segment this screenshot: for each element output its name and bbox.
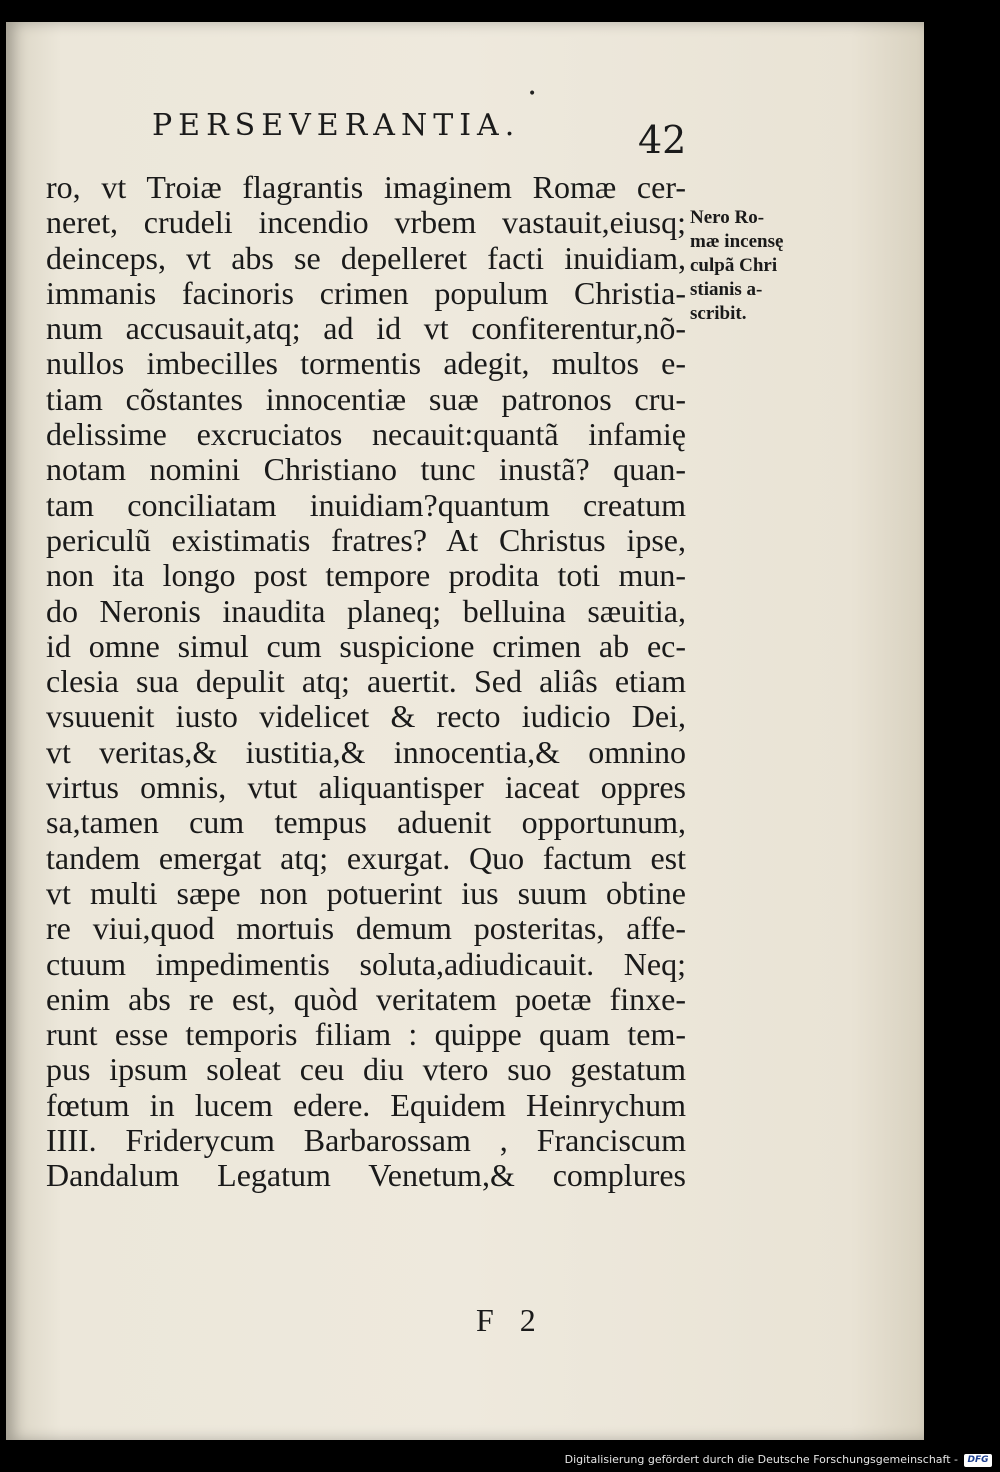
text-line: Dandalum Legatum Venetum,& complures xyxy=(46,1158,686,1194)
text-line: enim abs re est, quòd veritatem poetæ finxe- xyxy=(46,981,686,1017)
text-line: periculũ existimatis fratres? At Christus ipse, xyxy=(46,522,686,558)
text-line: neret, crudeli incendio vrbem vastauit,eiusq; xyxy=(46,205,686,241)
marginal-note-line: mæ incensę xyxy=(690,231,784,252)
text-line: fœtum in lucem edere. Equidem Heinrychum xyxy=(46,1087,686,1123)
text-line: deinceps, vt abs se depelleret facti inuidiam, xyxy=(46,240,686,276)
page-number: 42 xyxy=(638,118,687,162)
text-line: nullos imbecilles tormentis adegit, multos e- xyxy=(46,346,686,382)
text-line: ctuum impedimentis soluta,adiudicauit. Neq; xyxy=(46,946,686,982)
text-line: immanis facinoris crimen populum Christia- xyxy=(46,275,686,311)
text-line: pus ipsum soleat ceu diu vtero suo gestatum xyxy=(46,1052,686,1088)
digitization-credit: Digitalisierung gefördert durch die Deutsche Forschungsgemeinschaft - xyxy=(564,1453,958,1466)
text-line: vt multi sæpe non potuerint ius suum obtine xyxy=(46,875,686,911)
marginal-note xyxy=(690,206,824,326)
dfg-logo-icon: DFG xyxy=(964,1454,992,1467)
text-line: sa,tamen cum tempus aduenit opportunum, xyxy=(46,805,686,841)
marginal-note-line: stianis a- xyxy=(690,279,763,300)
text-line: tam conciliatam inuidiam?quantum creatum xyxy=(46,487,686,523)
text-line: num accusauit,atq; ad id vt confiterentur,nõ- xyxy=(46,311,686,347)
text-line: ro, vt Troiæ flagrantis imaginem Romæ cer- xyxy=(46,170,686,205)
text-line: tandem emergat atq; exurgat. Quo factum est xyxy=(46,840,686,876)
text-line: vt veritas,& iustitia,& innocentia,& omnino xyxy=(46,734,686,770)
book-page xyxy=(6,22,924,1440)
marginal-note-line: scribit. xyxy=(690,303,747,324)
running-head: PERSEVERANTIA. xyxy=(152,108,521,143)
text-line: vsuuenit iusto videlicet & recto iudicio Dei, xyxy=(46,699,686,735)
signature-mark: F 2 xyxy=(476,1302,536,1338)
body-text xyxy=(46,170,686,1194)
text-line: non ita longo post tempore prodita toti mun- xyxy=(46,558,686,594)
spine-mark: • xyxy=(528,86,537,102)
text-line: tiam cõstantes innocentiæ suæ patronos cru- xyxy=(46,381,686,417)
text-line: do Neronis inaudita planeq; belluina sæuitia, xyxy=(46,593,686,629)
text-line: id omne simul cum suspicione crimen ab ec- xyxy=(46,628,686,664)
text-line: notam nomini Christiano tunc inustã? quan- xyxy=(46,452,686,488)
text-line: IIII. Friderycum Barbarossam , Franciscum xyxy=(46,1123,686,1159)
text-line: delissime excruciatos necauit:quantã infamię xyxy=(46,417,686,453)
text-line: virtus omnis, vtut aliquantisper iaceat oppres xyxy=(46,770,686,806)
marginal-note-line: Nero Ro- xyxy=(690,207,765,228)
text-line: runt esse temporis filiam : quippe quam tem- xyxy=(46,1017,686,1053)
marginal-note-line: culpã Chri xyxy=(690,255,778,276)
text-line: re viui,quod mortuis demum posteritas, affe- xyxy=(46,911,686,947)
text-line: clesia sua depulit atq; auertit. Sed aliâs etiam xyxy=(46,664,686,700)
